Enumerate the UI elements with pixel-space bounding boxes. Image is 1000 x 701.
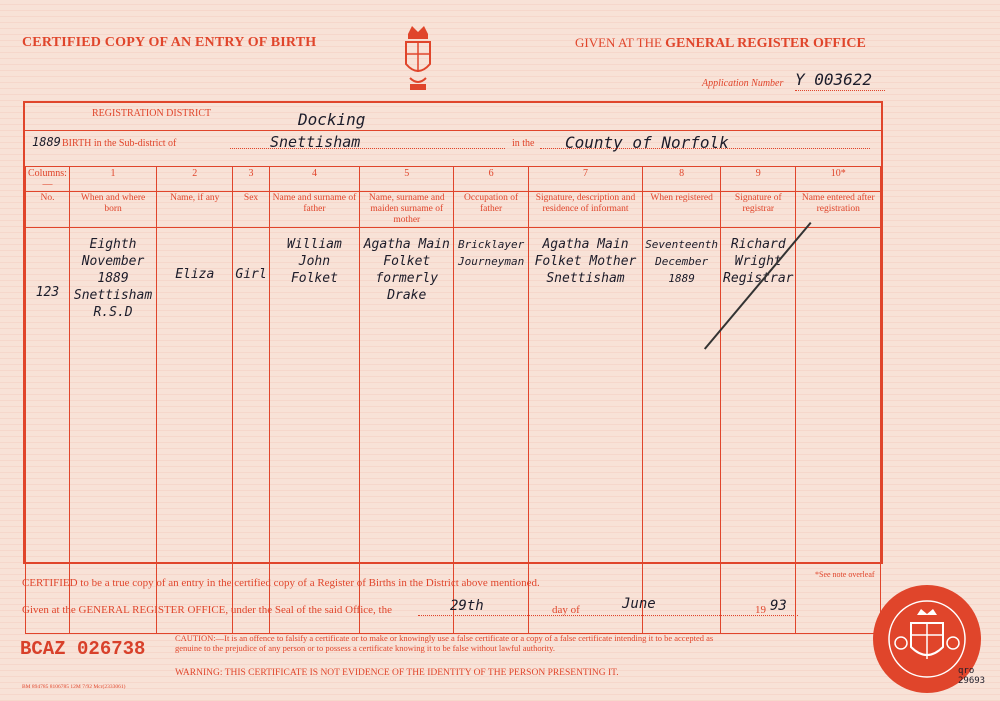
column-number: 1 — [69, 167, 156, 192]
header-occupation: Occupation of father — [454, 192, 528, 228]
column-number: 10* — [796, 167, 881, 192]
header-sex: Sex — [233, 192, 269, 228]
columns-label: Columns:— — [26, 167, 70, 192]
entry-registrar: Richard Wright Registrar — [721, 228, 796, 634]
entry-occupation: Bricklayer Journeyman — [454, 228, 528, 634]
certificate-title: CERTIFIED COPY OF AN ENTRY OF BIRTH — [22, 35, 317, 50]
header-father: Name and surname of father — [269, 192, 359, 228]
table-row — [26, 228, 881, 634]
header-name-after: Name entered after registration — [796, 192, 881, 228]
county-dotted-line — [540, 148, 870, 149]
header-when-where: When and where born — [69, 192, 156, 228]
given-statement: Given at the GENERAL REGISTER OFFICE, under the Seal of the said Office, the — [22, 604, 392, 616]
column-number: 8 — [643, 167, 721, 192]
issue-year: 93 — [770, 598, 787, 614]
issue-year-prefix: 19 — [755, 604, 766, 616]
header-mother: Name, surname and maiden surname of mother — [360, 192, 454, 228]
issue-day: 29th — [450, 598, 484, 614]
royal-crest-icon — [398, 20, 438, 100]
column-number: 6 — [454, 167, 528, 192]
application-number-label: Application Number — [702, 78, 784, 89]
issuing-office-title: GENERAL REGISTER OFFICE — [665, 36, 866, 51]
application-number-line — [795, 90, 885, 91]
column-header-row — [26, 192, 881, 228]
column-number: 9 — [721, 167, 796, 192]
subdistrict-label: BIRTH in the Sub-district of — [62, 138, 177, 149]
printer-line: BM 894785 8106785 12M 7/92 Mcr(2333061) — [22, 684, 126, 690]
issue-month: June — [622, 596, 656, 612]
serial-number: BCAZ 026738 — [20, 638, 146, 660]
corner-handwritten-note: qro 29693 — [958, 666, 986, 686]
caution-text: CAUTION:—It is an offence to falsify a certificate or to make or knowingly use a false certificate or a copy of a false certificate intending it to be accepted as genuine to the prejudice of any person or to possess a certificate knowing it to be false without lawful authority. — [175, 633, 714, 653]
entry-name: Eliza — [157, 228, 233, 634]
entry-mother: Agatha Main Folket formerly Drake — [360, 228, 454, 634]
date-dotted-line — [418, 615, 798, 616]
column-number: 2 — [157, 167, 233, 192]
column-number: 3 — [233, 167, 269, 192]
day-of-label: day of — [552, 604, 580, 616]
county-label: in the — [512, 138, 535, 149]
header-informant: Signature, description and residence of informant — [528, 192, 642, 228]
entry-registered: Seventeenth December 1889 — [643, 228, 721, 634]
header-registrar: Signature of registrar — [721, 192, 796, 228]
entry-sex: Girl — [233, 228, 269, 634]
see-note: *See note overleaf — [815, 570, 875, 579]
county-value: County of Norfolk — [565, 133, 729, 152]
subdistrict-value: Snettisham — [270, 133, 361, 151]
register-table — [25, 166, 881, 634]
subdistrict-dotted-line — [230, 148, 505, 149]
application-number: Y 003622 — [795, 70, 873, 89]
issuing-office-prefix: GIVEN AT THE — [575, 35, 662, 50]
column-number: 7 — [528, 167, 642, 192]
entry-when-where: Eighth November 1889 Snettisham R.S.D — [69, 228, 156, 634]
column-number: 5 — [360, 167, 454, 192]
header-registered: When registered — [643, 192, 721, 228]
header-no: No. — [26, 192, 70, 228]
entry-father: William John Folket — [269, 228, 359, 634]
issuing-office — [575, 35, 866, 52]
column-number-row — [26, 167, 881, 192]
entry-informant: Agatha Main Folket Mother Snettisham — [528, 228, 642, 634]
entry-no: 123 — [26, 228, 70, 634]
header-name: Name, if any — [157, 192, 233, 228]
warning-text: WARNING: THIS CERTIFICATE IS NOT EVIDENCE OF THE IDENTITY OF THE PERSON PRESENTING IT. — [175, 668, 619, 678]
birth-year: 1889 — [32, 135, 61, 149]
registration-district-label: REGISTRATION DISTRICT — [92, 108, 212, 119]
certified-statement: CERTIFIED to be a true copy of an entry in the certified copy of a Register of Births in the District above mentioned. — [22, 577, 540, 589]
column-number: 4 — [269, 167, 359, 192]
registration-district-value: Docking — [298, 110, 366, 129]
